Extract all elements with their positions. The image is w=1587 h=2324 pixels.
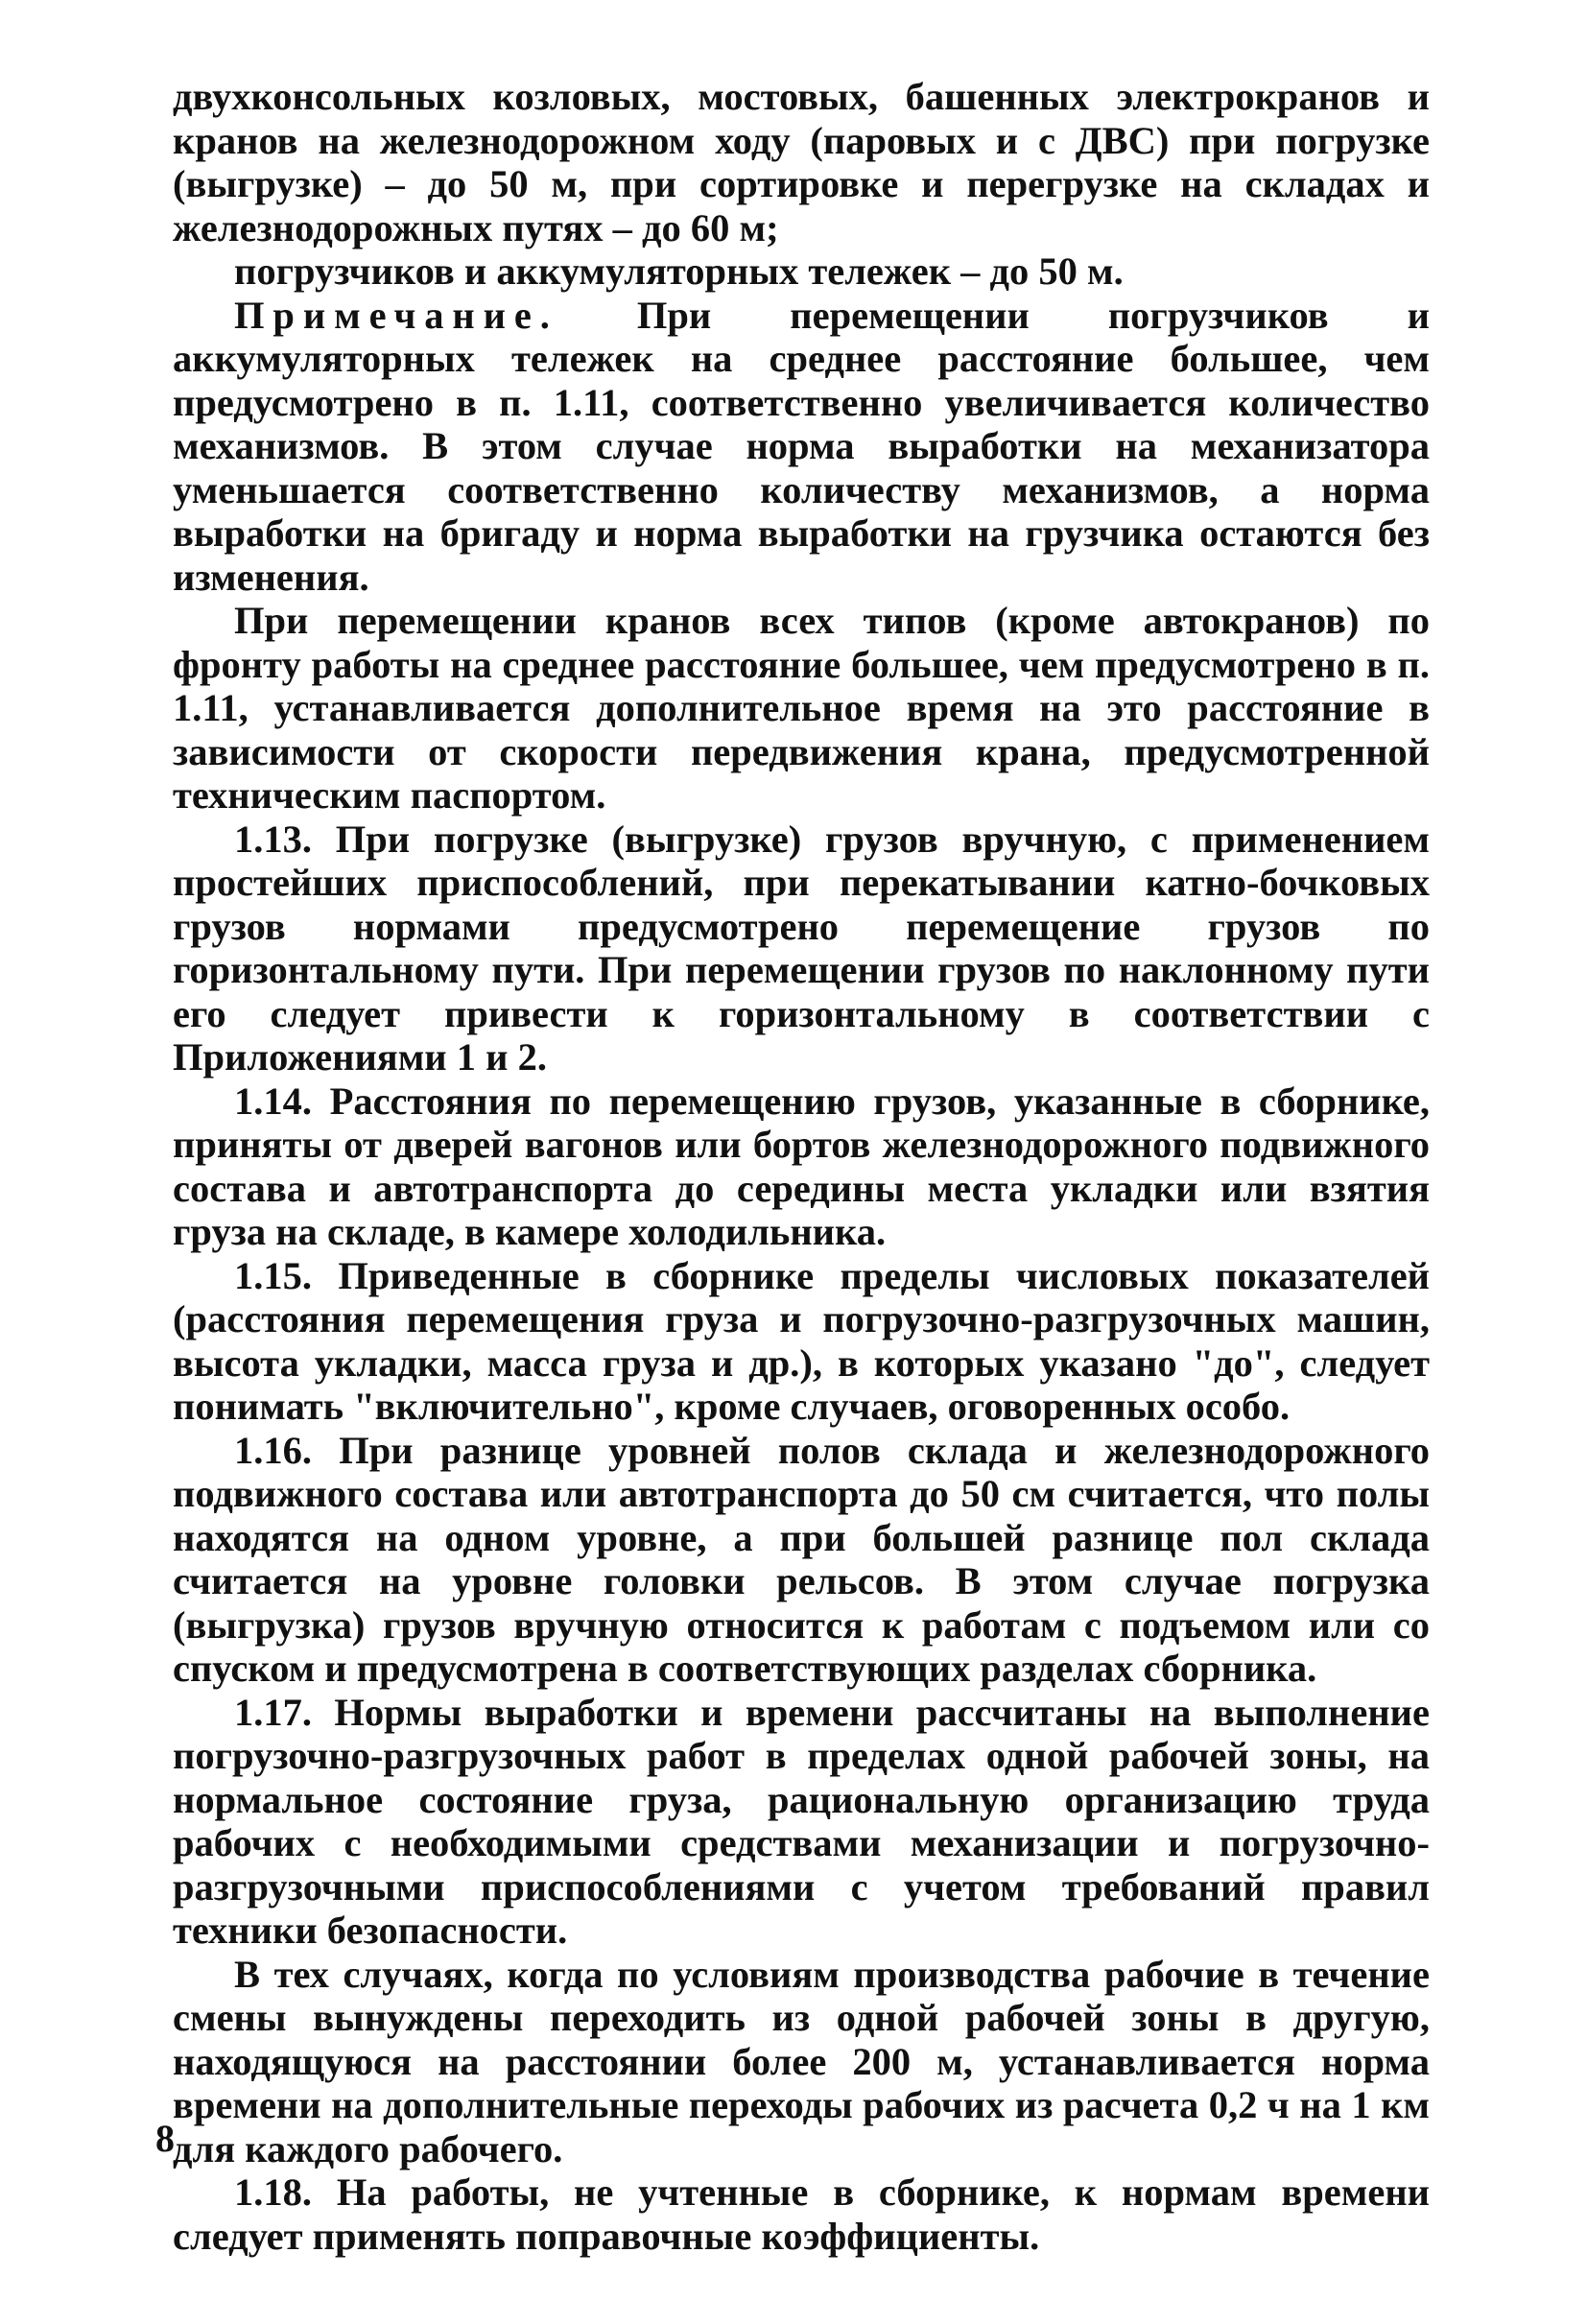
paragraph-1-18: 1.18. На работы, не учтенные в сборнике, к нормам времени следует применять поправочные коэффициенты. (173, 2170, 1430, 2258)
paragraph-1-14: 1.14. Расстояния по перемещению грузов, указанные в сборнике, приняты от дверей вагонов или бортов железнодорожного подвижного состава и автотранспорта до середины места укладки или взятия груза на складе, в камере холодильника. (173, 1079, 1430, 1253)
note-text: При перемещении погрузчиков и аккумуляторных тележек на среднее расстояние большее, чем предусмотрено в п. 1.11, соответственно увеличивается количество механизмов. В этом случае норма выработки на механизатора уменьшается соответственно количеству механизмов, а норма выработки на бригаду и норма выработки на грузчика остаются без изменения. (173, 293, 1430, 599)
paragraph-loaders: погрузчиков и аккумуляторных тележек – до 50 м. (234, 249, 1124, 293)
paragraph-1-15: 1.15. Приведенные в сборнике пределы числовых показателей (расстояния перемещения груза и погрузочно-разгрузочных машин, высота укладки, масса груза и др.), в которых указано "до", следует понимать "включительно", кроме случаев, оговоренных особо. (173, 1253, 1430, 1428)
paragraph-1-16: 1.16. При разнице уровней полов склада и железнодорожного подвижного состава или автотранспорта до 50 см считается, что полы находятся на одном уровне, а при большей разнице пол склада считается на уровне головки рельсов. В этом случае погрузка (выгрузка) грузов вручную относится к работам с подъемом или со спуском и предусмотрена в соответствующих разделах сборника. (173, 1428, 1430, 1690)
paragraph-1-17: 1.17. Нормы выработки и времени рассчитаны на выполнение погрузочно-разгрузочных работ в пределах одной рабочей зоны, на нормальное состояние груза, рациональную организацию труда рабочих с необходимыми средствами механизации и погрузочно-разгрузочными приспособлениями с учетом требований правил техники безопасности. (173, 1690, 1430, 1952)
note-label: Примечание. (234, 293, 558, 337)
paragraph-note (173, 294, 1430, 600)
paragraph-1-13: 1.13. При погрузке (выгрузке) грузов вручную, с применением простейших приспособлений, при перекатывании катно-бочковых грузов нормами предусмотрено перемещение грузов по горизонтальному пути. При перемещении грузов по наклонному пути его следует привести к горизонтальному в соответствии с Приложениями 1 и 2. (173, 817, 1430, 1079)
paragraph-transitions: В тех случаях, когда по условиям производства рабочие в течение смены вынуждены переходить из одной рабочей зоны в другую, находящуюся на расстоянии более 200 м, устанавливается норма времени на дополнительные переходы рабочих из расчета 0,2 ч на 1 км для каждого рабочего. (173, 1952, 1430, 2170)
paragraph-cranes: При перемещении кранов всех типов (кроме автокранов) по фронту работы на среднее расстояние большее, чем предусмотрено в п. 1.11, устанавливается дополнительное время на это расстояние в зависимости от скорости передвижения крана, предусмотренной техническим паспортом. (173, 599, 1430, 817)
page-number: 8 (155, 2117, 175, 2160)
paragraph-continuation: двухконсольных козловых, мостовых, башенных электрокранов и кранов на железнодорожном ходу (паровых и с ДВС) при погрузке (выгрузке) – до 50 м, при сортировке и перегрузке на складах и железнодорожных путях – до 60 м; (173, 75, 1430, 249)
page-body (173, 75, 1430, 2258)
